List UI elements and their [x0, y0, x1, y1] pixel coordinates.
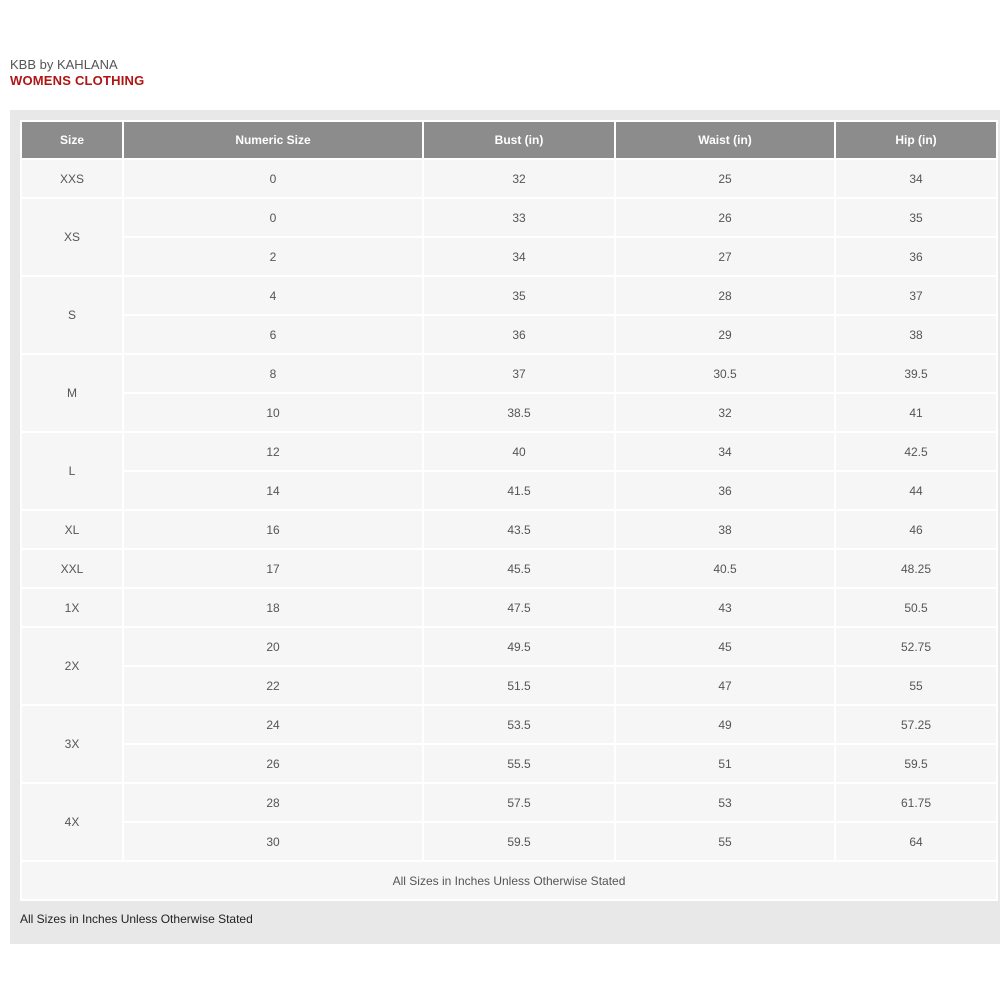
numeric-size-cell: 17	[124, 550, 422, 587]
waist-cell: 43	[616, 589, 834, 626]
table-row	[22, 667, 996, 704]
waist-cell: 55	[616, 823, 834, 860]
hip-cell: 59.5	[836, 745, 996, 782]
numeric-size-cell: 8	[124, 355, 422, 392]
table-row	[22, 277, 996, 314]
numeric-size-cell: 18	[124, 589, 422, 626]
table-row	[22, 823, 996, 860]
numeric-size-cell: 4	[124, 277, 422, 314]
size-label-cell: XS	[22, 199, 122, 275]
table-row	[22, 550, 996, 587]
bust-cell: 59.5	[424, 823, 614, 860]
table-row	[22, 316, 996, 353]
waist-cell: 29	[616, 316, 834, 353]
table-row	[22, 394, 996, 431]
brand-name: KBB by KAHLANA	[10, 57, 118, 72]
bust-cell: 49.5	[424, 628, 614, 665]
hip-cell: 34	[836, 160, 996, 197]
waist-cell: 38	[616, 511, 834, 548]
bust-cell: 51.5	[424, 667, 614, 704]
waist-cell: 40.5	[616, 550, 834, 587]
bust-cell: 57.5	[424, 784, 614, 821]
hip-cell: 44	[836, 472, 996, 509]
size-label-cell: 1X	[22, 589, 122, 626]
numeric-size-cell: 28	[124, 784, 422, 821]
table-row	[22, 199, 996, 236]
size-label-cell: 2X	[22, 628, 122, 704]
size-label-cell: S	[22, 277, 122, 353]
numeric-size-cell: 16	[124, 511, 422, 548]
waist-cell: 27	[616, 238, 834, 275]
table-row	[22, 355, 996, 392]
bust-cell: 45.5	[424, 550, 614, 587]
hip-cell: 35	[836, 199, 996, 236]
table-row	[22, 433, 996, 470]
hip-cell: 37	[836, 277, 996, 314]
numeric-size-cell: 22	[124, 667, 422, 704]
table-row	[22, 784, 996, 821]
table-row	[22, 472, 996, 509]
numeric-size-cell: 20	[124, 628, 422, 665]
bust-cell: 37	[424, 355, 614, 392]
table-header-row	[22, 122, 996, 158]
waist-cell: 45	[616, 628, 834, 665]
table-row	[22, 745, 996, 782]
numeric-size-cell: 14	[124, 472, 422, 509]
table-row	[22, 706, 996, 743]
footer-note: All Sizes in Inches Unless Otherwise Stated	[20, 912, 253, 926]
hip-cell: 50.5	[836, 589, 996, 626]
size-label-cell: 3X	[22, 706, 122, 782]
hip-cell: 64	[836, 823, 996, 860]
waist-cell: 26	[616, 199, 834, 236]
numeric-size-cell: 2	[124, 238, 422, 275]
numeric-size-cell: 26	[124, 745, 422, 782]
waist-cell: 25	[616, 160, 834, 197]
header-size: Size	[22, 122, 122, 158]
bust-cell: 43.5	[424, 511, 614, 548]
numeric-size-cell: 0	[124, 160, 422, 197]
numeric-size-cell: 10	[124, 394, 422, 431]
bust-cell: 38.5	[424, 394, 614, 431]
size-label-cell: 4X	[22, 784, 122, 860]
bust-cell: 40	[424, 433, 614, 470]
hip-cell: 36	[836, 238, 996, 275]
size-chart-table	[20, 120, 998, 901]
hip-cell: 39.5	[836, 355, 996, 392]
numeric-size-cell: 0	[124, 199, 422, 236]
table-row	[22, 238, 996, 275]
bust-cell: 32	[424, 160, 614, 197]
hip-cell: 55	[836, 667, 996, 704]
hip-cell: 57.25	[836, 706, 996, 743]
table-row	[22, 589, 996, 626]
bust-cell: 36	[424, 316, 614, 353]
table-note-row	[22, 862, 996, 899]
header-numeric-size: Numeric Size	[124, 122, 422, 158]
hip-cell: 42.5	[836, 433, 996, 470]
numeric-size-cell: 12	[124, 433, 422, 470]
bust-cell: 33	[424, 199, 614, 236]
waist-cell: 47	[616, 667, 834, 704]
waist-cell: 32	[616, 394, 834, 431]
table-row	[22, 160, 996, 197]
brand-header	[10, 57, 144, 89]
bust-cell: 41.5	[424, 472, 614, 509]
hip-cell: 46	[836, 511, 996, 548]
waist-cell: 51	[616, 745, 834, 782]
table-note: All Sizes in Inches Unless Otherwise Stated	[22, 862, 996, 899]
numeric-size-cell: 30	[124, 823, 422, 860]
hip-cell: 61.75	[836, 784, 996, 821]
size-label-cell: XL	[22, 511, 122, 548]
table-row	[22, 628, 996, 665]
waist-cell: 49	[616, 706, 834, 743]
table-row	[22, 511, 996, 548]
size-label-cell: M	[22, 355, 122, 431]
hip-cell: 38	[836, 316, 996, 353]
brand-category: WOMENS CLOTHING	[10, 73, 145, 88]
hip-cell: 41	[836, 394, 996, 431]
header-waist: Waist (in)	[616, 122, 834, 158]
size-chart-panel	[10, 110, 1000, 944]
hip-cell: 52.75	[836, 628, 996, 665]
header-hip: Hip (in)	[836, 122, 996, 158]
size-label-cell: L	[22, 433, 122, 509]
bust-cell: 53.5	[424, 706, 614, 743]
bust-cell: 55.5	[424, 745, 614, 782]
size-label-cell: XXS	[22, 160, 122, 197]
header-bust: Bust (in)	[424, 122, 614, 158]
bust-cell: 34	[424, 238, 614, 275]
numeric-size-cell: 24	[124, 706, 422, 743]
hip-cell: 48.25	[836, 550, 996, 587]
table-body	[22, 160, 996, 860]
waist-cell: 34	[616, 433, 834, 470]
waist-cell: 30.5	[616, 355, 834, 392]
bust-cell: 47.5	[424, 589, 614, 626]
bust-cell: 35	[424, 277, 614, 314]
waist-cell: 53	[616, 784, 834, 821]
waist-cell: 36	[616, 472, 834, 509]
numeric-size-cell: 6	[124, 316, 422, 353]
size-label-cell: XXL	[22, 550, 122, 587]
waist-cell: 28	[616, 277, 834, 314]
